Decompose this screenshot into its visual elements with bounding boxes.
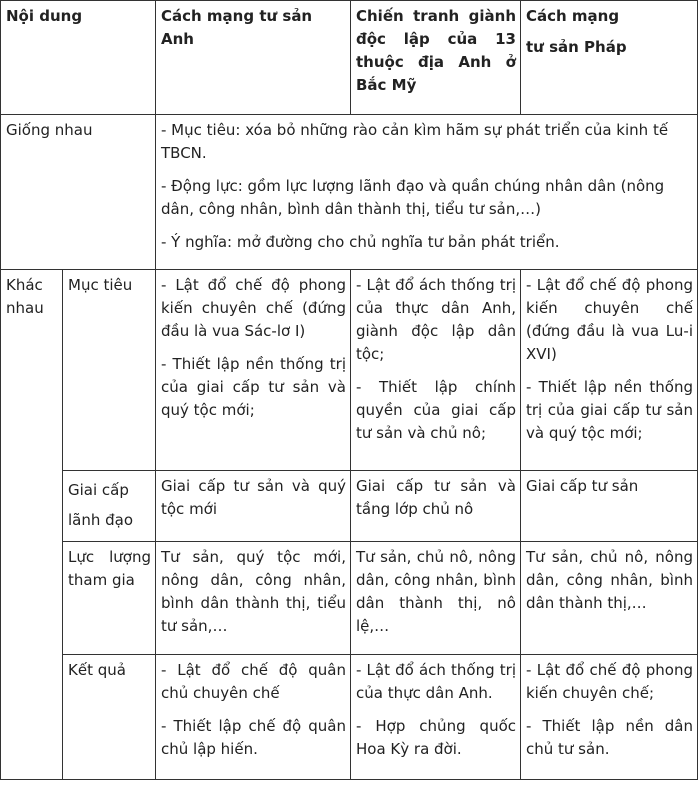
giai-cap-label-line2: lãnh đạo (68, 511, 134, 529)
ket-qua-phap (521, 655, 698, 780)
header-row (1, 1, 698, 115)
giong-nhau-row (1, 115, 698, 270)
header-phap (521, 1, 698, 115)
muc-tieu-phap-1: - Lật đổ chế độ phong kiến chuyên chế (đứng đầu là vua Lu-i XVI) (526, 276, 693, 363)
header-phap-line2: tư sản Pháp (526, 38, 627, 56)
muc-tieu-my-2: - Thiết lập chính quyền của giai cấp tư sản và chủ nô; (356, 378, 516, 442)
luc-luong-anh: Tư sản, quý tộc mới, nông dân, công nhân, bình dân thành thị, tiểu tư sản,… (156, 542, 351, 655)
muc-tieu-my-1: - Lật đổ ách thống trị của thực dân Anh, giành độc lập dân tộc; (356, 276, 516, 363)
giong-dong-luc: - Động lực: gồm lực lượng lãnh đạo và quần chúng nhân dân (nông dân, công nhân, bình dân thành thị, tiểu tư sản,…) (161, 177, 665, 218)
giai-cap-phap: Giai cấp tư sản (521, 471, 698, 542)
ket-qua-my-1: - Lật đổ ách thống trị của thực dân Anh. (356, 661, 516, 702)
giai-cap-row (1, 471, 698, 542)
ket-qua-anh-1: - Lật đổ chế độ quân chủ chuyên chế (161, 661, 346, 702)
muc-tieu-phap (521, 270, 698, 471)
muc-tieu-label: Mục tiêu (63, 270, 156, 471)
muc-tieu-phap-2: - Thiết lập nền thống trị của giai cấp tư sản và quý tộc mới; (526, 378, 693, 442)
header-my: Chiến tranh giành độc lập của 13 thuộc địa Anh ở Bắc Mỹ (351, 1, 521, 115)
giai-cap-my: Giai cấp tư sản và tầng lớp chủ nô (351, 471, 521, 542)
luc-luong-label: Lực lượng tham gia (63, 542, 156, 655)
ket-qua-my-2: - Hợp chủng quốc Hoa Kỳ ra đời. (356, 717, 516, 758)
ket-qua-phap-2: - Thiết lập nền dân chủ tư sản. (526, 717, 693, 758)
muc-tieu-row (1, 270, 698, 471)
giong-nhau-label: Giống nhau (1, 115, 156, 270)
muc-tieu-anh (156, 270, 351, 471)
khac-nhau-label: Khác nhau (1, 270, 63, 780)
ket-qua-my (351, 655, 521, 780)
muc-tieu-anh-2: - Thiết lập nền thống trị của giai cấp tư sản và quý tộc mới; (161, 355, 346, 419)
luc-luong-my: Tư sản, chủ nô, nông dân, công nhân, bình dân thành thị, nô lệ,… (351, 542, 521, 655)
giong-y-nghia: - Ý nghĩa: mở đường cho chủ nghĩa tư bản phát triển. (161, 233, 560, 251)
ket-qua-row (1, 655, 698, 780)
giong-muc-tieu: - Mục tiêu: xóa bỏ những rào cản kìm hãm sự phát triển của kinh tế TBCN. (161, 121, 669, 162)
header-noi-dung: Nội dung (1, 1, 156, 115)
ket-qua-label: Kết quả (63, 655, 156, 780)
header-anh: Cách mạng tư sản Anh (156, 1, 351, 115)
giai-cap-anh: Giai cấp tư sản và quý tộc mới (156, 471, 351, 542)
ket-qua-anh (156, 655, 351, 780)
muc-tieu-anh-1: - Lật đổ chế độ phong kiến chuyên chế (đứng đầu là vua Sác-lơ I) (161, 276, 346, 340)
luc-luong-row (1, 542, 698, 655)
giai-cap-label-line1: Giai cấp (68, 481, 129, 499)
giai-cap-label (63, 471, 156, 542)
header-phap-line1: Cách mạng (526, 7, 620, 25)
muc-tieu-my (351, 270, 521, 471)
luc-luong-phap: Tư sản, chủ nô, nông dân, công nhân, bình dân thành thị,… (521, 542, 698, 655)
giong-nhau-content (156, 115, 698, 270)
ket-qua-anh-2: - Thiết lập chế độ quân chủ lập hiến. (161, 717, 346, 758)
ket-qua-phap-1: - Lật đổ chế độ phong kiến chuyên chế; (526, 661, 693, 702)
